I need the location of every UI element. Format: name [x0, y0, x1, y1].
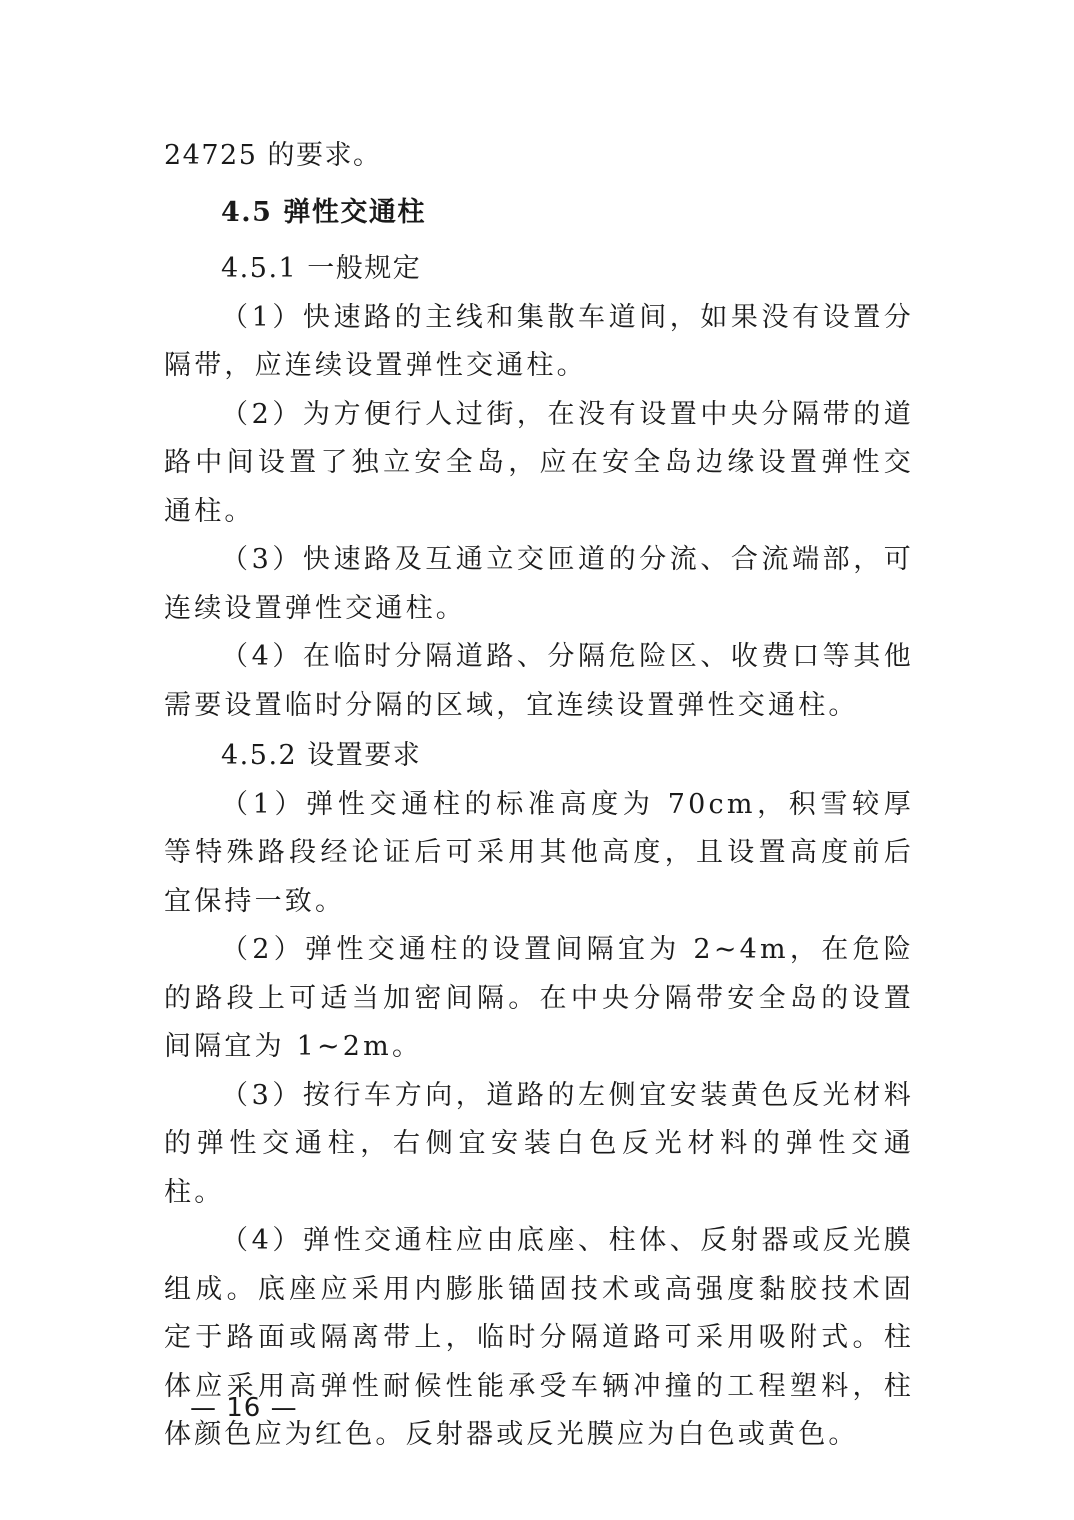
requirement-item-4: （4）弹性交通柱应由底座、柱体、反射器或反光膜组成。底座应采用内膨胀锚固技术或高强度黏胶技术固定于路面或隔离带上，临时分隔道路可采用吸附式。柱体应采用高弹性耐候性能承受车辆冲撞的工程塑料，柱体颜色应为红色。反射器或反光膜应为白色或黄色。 [164, 1225, 914, 1450]
general-item-1: （1）快速路的主线和集散车道间，如果没有设置分隔带，应连续设置弹性交通柱。 [164, 301, 914, 381]
document-page [164, 132, 914, 1460]
requirement-item-1: （1）弹性交通柱的标准高度为 70cm，积雪较厚等特殊路段经论证后可采用其他高度，且设置高度前后宜保持一致。 [164, 788, 914, 917]
general-item-3: （3）快速路及互通立交匝道的分流、合流端部，可连续设置弹性交通柱。 [164, 544, 914, 624]
subsection-title-general: 4.5.1 一般规定 [221, 253, 422, 284]
section-heading: 4.5 弹性交通柱 [221, 196, 426, 228]
subsection-title-requirements: 4.5.2 设置要求 [221, 740, 422, 771]
page-number: — 16 — [190, 1393, 298, 1423]
requirement-item-2: （2）弹性交通柱的设置间隔宜为 2~4m，在危险的路段上可适当加密间隔。在中央分隔带安全岛的设置间隔宜为 1~2m。 [164, 934, 914, 1062]
general-item-2: （2）为方便行人过街，在没有设置中央分隔带的道路中间设置了独立安全岛，应在安全岛边缘设置弹性交通柱。 [164, 398, 914, 527]
intro-tail-text: 24725 的要求。 [164, 140, 382, 171]
general-item-4: （4）在临时分隔道路、分隔危险区、收费口等其他需要设置临时分隔的区域，宜连续设置弹性交通柱。 [164, 641, 914, 721]
requirement-item-3: （3）按行车方向，道路的左侧宜安装黄色反光材料的弹性交通柱，右侧宜安装白色反光材料的弹性交通柱。 [164, 1079, 914, 1208]
